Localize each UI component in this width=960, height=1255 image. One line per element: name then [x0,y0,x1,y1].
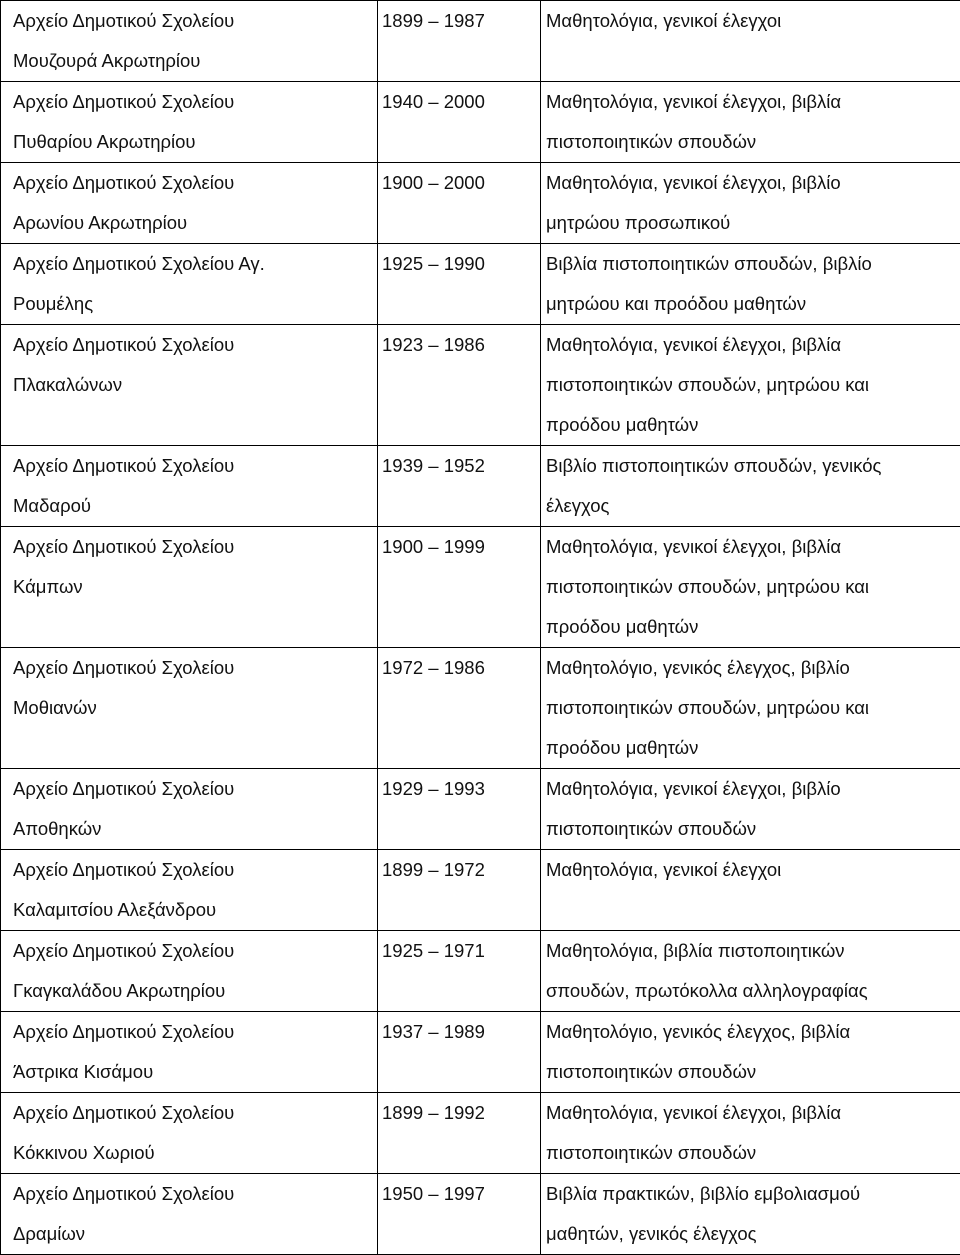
archive-name-cell [1,1,378,82]
years-cell [378,931,541,1012]
years-cell [378,1,541,82]
contents-cell [541,1012,960,1093]
table-row [1,1012,960,1093]
archive-name: Αρχείο Δημοτικού Σχολείου Κάμπων [13,527,377,607]
year-range: 1899 – 1992 [382,1093,540,1133]
year-range: 1899 – 1972 [382,850,540,890]
contents-description: Μαθητολόγια, γενικοί έλεγχοι, βιβλία πιστοποιητικών σπουδών [546,1093,960,1173]
year-range: 1972 – 1986 [382,648,540,688]
archive-name-cell [1,769,378,850]
archive-name: Αρχείο Δημοτικού Σχολείου Μοθιανών [13,648,377,728]
archive-name: Αρχείο Δημοτικού Σχολείου Αγ. Ρουμέλης [13,244,377,324]
years-cell [378,1093,541,1174]
archive-name: Αρχείο Δημοτικού Σχολείου Αποθηκών [13,769,377,849]
archive-name: Αρχείο Δημοτικού Σχολείου Πυθαρίου Ακρωτηρίου [13,82,377,162]
archive-name: Αρχείο Δημοτικού Σχολείου Δραμίων [13,1174,377,1254]
contents-description: Μαθητολόγια, γενικοί έλεγχοι [546,1,960,41]
years-cell [378,446,541,527]
year-range: 1900 – 2000 [382,163,540,203]
years-cell [378,244,541,325]
archive-name: Αρχείο Δημοτικού Σχολείου Πλακαλώνων [13,325,377,405]
archive-name-cell [1,163,378,244]
contents-description: Μαθητολόγια, γενικοί έλεγχοι, βιβλία πιστοποιητικών σπουδών, μητρώου και προόδου μαθητών [546,325,960,445]
table-row [1,325,960,446]
archive-name-cell [1,648,378,769]
table-row [1,769,960,850]
contents-description: Μαθητολόγια, βιβλία πιστοποιητικών σπουδών, πρωτόκολλα αλληλογραφίας [546,931,960,1011]
contents-description: Βιβλίο πιστοποιητικών σπουδών, γενικός έλεγχος [546,446,960,526]
years-cell [378,82,541,163]
years-cell [378,527,541,648]
years-cell [378,850,541,931]
contents-description: Μαθητολόγια, γενικοί έλεγχοι, βιβλίο μητρώου προσωπικού [546,163,960,243]
archive-name: Αρχείο Δημοτικού Σχολείου Μουζουρά Ακρωτηρίου [13,1,377,81]
archive-name: Αρχείο Δημοτικού Σχολείου Καλαμιτσίου Αλεξάνδρου [13,850,377,930]
contents-cell [541,244,960,325]
archive-name-cell [1,1012,378,1093]
year-range: 1929 – 1993 [382,769,540,809]
years-cell [378,325,541,446]
archive-name-cell [1,82,378,163]
archive-name-cell [1,244,378,325]
years-cell [378,1174,541,1255]
contents-cell [541,325,960,446]
contents-description: Μαθητολόγιο, γενικός έλεγχος, βιβλίο πιστοποιητικών σπουδών, μητρώου και προόδου μαθητών [546,648,960,768]
year-range: 1923 – 1986 [382,325,540,365]
year-range: 1939 – 1952 [382,446,540,486]
contents-description: Μαθητολόγια, γενικοί έλεγχοι, βιβλίο πιστοποιητικών σπουδών [546,769,960,849]
year-range: 1937 – 1989 [382,1012,540,1052]
contents-cell [541,931,960,1012]
years-cell [378,769,541,850]
year-range: 1950 – 1997 [382,1174,540,1214]
contents-cell [541,769,960,850]
archive-name: Αρχείο Δημοτικού Σχολείου Μαδαρού [13,446,377,526]
contents-cell [541,446,960,527]
archive-name-cell [1,850,378,931]
table-row [1,648,960,769]
archive-name: Αρχείο Δημοτικού Σχολείου Γκαγκαλάδου Ακρωτηρίου [13,931,377,1011]
archive-name-cell [1,1174,378,1255]
table-row [1,850,960,931]
contents-cell [541,1174,960,1255]
table-row [1,82,960,163]
archive-name: Αρχείο Δημοτικού Σχολείου Αρωνίου Ακρωτηρίου [13,163,377,243]
table-row [1,527,960,648]
contents-description: Μαθητολόγια, γενικοί έλεγχοι [546,850,960,890]
contents-description: Μαθητολόγια, γενικοί έλεγχοι, βιβλία πιστοποιητικών σπουδών, μητρώου και προόδου μαθητών [546,527,960,647]
years-cell [378,1012,541,1093]
contents-description: Μαθητολόγιο, γενικός έλεγχος, βιβλία πιστοποιητικών σπουδών [546,1012,960,1092]
table-row [1,163,960,244]
table-row [1,1093,960,1174]
contents-cell [541,163,960,244]
archive-name-cell [1,1093,378,1174]
table-row [1,244,960,325]
contents-cell [541,527,960,648]
archive-name-cell [1,446,378,527]
year-range: 1925 – 1971 [382,931,540,971]
archive-name: Αρχείο Δημοτικού Σχολείου Άστρικα Κισάμου [13,1012,377,1092]
year-range: 1940 – 2000 [382,82,540,122]
archive-name-cell [1,527,378,648]
contents-description: Μαθητολόγια, γενικοί έλεγχοι, βιβλία πιστοποιητικών σπουδών [546,82,960,162]
contents-cell [541,82,960,163]
contents-cell [541,1,960,82]
contents-cell [541,850,960,931]
years-cell [378,648,541,769]
table-row [1,446,960,527]
contents-description: Βιβλία πιστοποιητικών σπουδών, βιβλίο μητρώου και προόδου μαθητών [546,244,960,324]
years-cell [378,163,541,244]
table-row [1,1,960,82]
table-row [1,931,960,1012]
archive-name-cell [1,325,378,446]
archive-name: Αρχείο Δημοτικού Σχολείου Κόκκινου Χωριού [13,1093,377,1173]
year-range: 1925 – 1990 [382,244,540,284]
year-range: 1899 – 1987 [382,1,540,41]
year-range: 1900 – 1999 [382,527,540,567]
archive-name-cell [1,931,378,1012]
table-row [1,1174,960,1255]
contents-cell [541,648,960,769]
contents-description: Βιβλία πρακτικών, βιβλίο εμβολιασμού μαθητών, γενικός έλεγχος [546,1174,960,1254]
contents-cell [541,1093,960,1174]
